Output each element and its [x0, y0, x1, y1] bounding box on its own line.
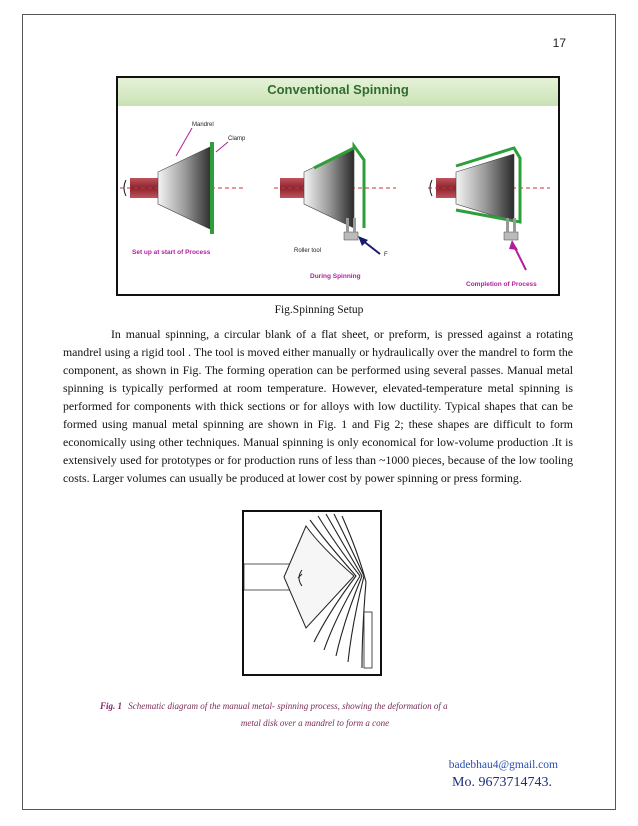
stage-during	[274, 146, 396, 280]
spinning-tool	[364, 612, 372, 668]
roller-tool-label: Roller tool	[294, 248, 322, 254]
paragraph-text: In manual spinning, a circular blank of a flat sheet, or preform, is pressed against a rotating mandrel using a rigid tool . The tool is moved either manually or hydraulically over the mandrel to form the component, as shown in Fig. The forming operation can be performed using several passes. Manual metal spinning is typically performed at room temperature. However, elevated-temperature metal spinning is performed for components with thick sections or for alloys with low ductility. Typical shapes that can be formed using manual metal spinning are shown in Fig. 1 and Fig 2; these shapes are difficult to form economically using other techniques. Manual spinning is only economical for low-volume production .It is extensively used for prototypes or for production runs of less than ~1000 pieces, because of the low tooling costs. Larger volumes can usually be produced at lower cost by power spinning or press forming.	[63, 327, 573, 485]
page-number: 17	[552, 36, 566, 50]
author-email: badebhau4@gmail.com	[448, 759, 558, 771]
stage-completion	[428, 148, 550, 288]
figure-caption: Fig.Spinning Setup	[274, 304, 364, 316]
rotation-icon	[124, 180, 126, 196]
setup-label: Set up at start of Process	[132, 249, 211, 256]
clamp-label: Clamp	[228, 136, 246, 142]
stage-setup	[120, 122, 246, 256]
schematic-caption	[100, 698, 550, 732]
clamp-blank	[210, 142, 214, 234]
during-label: During Spinning	[310, 273, 361, 280]
figure-label: Fig. 1	[100, 701, 123, 711]
feed-arrowhead	[509, 240, 518, 250]
clamp-leader	[216, 142, 228, 152]
mandrel-label: Mandrel	[192, 122, 214, 128]
mandrel-cone	[284, 526, 354, 628]
mandrel-leader	[176, 128, 192, 156]
force-label: F	[384, 252, 388, 258]
mandrel-cone	[158, 146, 212, 230]
body-paragraph	[63, 325, 573, 487]
figure-banner-title: Conventional Spinning	[267, 82, 409, 97]
spinning-stages-diagram	[118, 106, 558, 294]
spindle-shaft	[244, 564, 290, 590]
author-mobile: Mo. 9673714743.	[452, 775, 552, 790]
spinning-setup-figure	[116, 76, 560, 296]
caption-line-1: Schematic diagram of the manual metal- spinning process, showing the deformation of a	[128, 701, 448, 711]
manual-spinning-schematic	[242, 510, 382, 676]
schematic-diagram	[244, 512, 380, 674]
caption-line-2: metal disk over a mandrel to form a cone	[240, 718, 390, 728]
completion-label: Completion of Process	[466, 281, 537, 288]
